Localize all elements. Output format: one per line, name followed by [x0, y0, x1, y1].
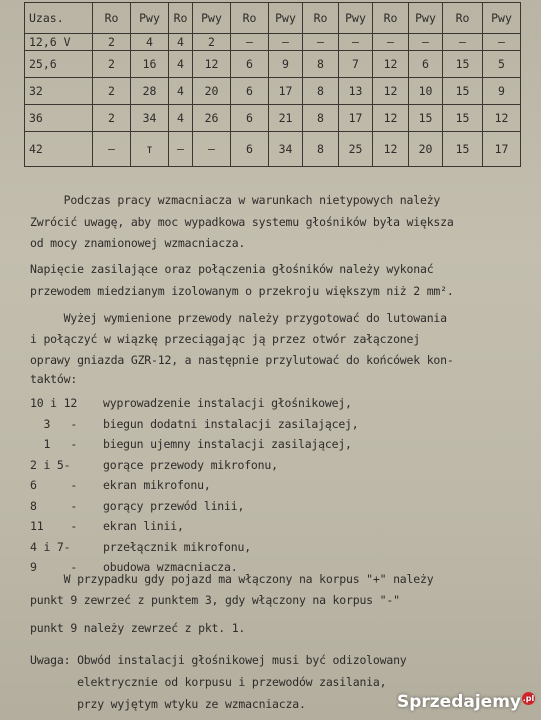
body-line: przewodem miedzianym izolowanym o przekroju większym niż 2 mm².: [30, 284, 454, 298]
contact-description: przełącznik mikrofonu,: [103, 539, 251, 554]
table-cell: 36: [25, 105, 93, 132]
contact-description: biegun ujemny instalacji zasilającej,: [103, 437, 352, 451]
body-line: Napięcie zasilające oraz połączenia głośników należy wykonać: [30, 262, 434, 276]
body-line: punkt 9 zewrzeć z punktem 3, gdy włączony na korpus "-": [30, 593, 400, 607]
speaker-table: [24, 2, 521, 167]
table-cell: 17: [269, 78, 303, 105]
contact-description: gorący przewód linii,: [103, 498, 245, 513]
table-cell: 12: [373, 78, 409, 105]
table-cell: 16: [131, 51, 169, 78]
table-cell: 2: [193, 34, 231, 51]
table-cell: 12: [373, 105, 409, 132]
body-line: W przypadku gdy pojazd ma włączony na korpus "+" należy: [30, 572, 434, 586]
table-cell: 15: [443, 105, 483, 132]
header-cell: Ro: [169, 3, 193, 34]
table-row: [25, 51, 521, 78]
table-cell: 6: [409, 51, 443, 78]
header-cell: Pwy: [483, 3, 521, 34]
contact-pin: 9 -: [30, 560, 78, 574]
body-line: Uwaga: Obwód instalacji głośnikowej musi być odizolowany: [30, 653, 407, 667]
header-cell: Ro: [303, 3, 339, 34]
header-cell: Ro: [443, 3, 483, 34]
table-cell: 6: [231, 51, 269, 78]
body-line: taktów:: [30, 372, 78, 386]
table-cell: –: [269, 34, 303, 51]
table-cell: 15: [443, 78, 483, 105]
table-cell: 2: [93, 51, 131, 78]
table-cell: 26: [193, 105, 231, 132]
table-cell: 6: [231, 78, 269, 105]
table-cell: 12: [373, 132, 409, 167]
table-cell: 4: [169, 34, 193, 51]
table-cell: 20: [193, 78, 231, 105]
header-cell: Ro: [93, 3, 131, 34]
body-line: punkt 9 należy zewrzeć z pkt. 1.: [30, 621, 246, 635]
table-cell: 8: [303, 132, 339, 167]
table-cell: 20: [409, 132, 443, 167]
contact-pin: 11 -: [30, 519, 78, 533]
table-cell: 32: [25, 78, 93, 105]
contact-pin: 6 -: [30, 478, 78, 492]
header-cell: Pwy: [339, 3, 373, 34]
table-cell: 12: [193, 51, 231, 78]
table-cell: 21: [269, 105, 303, 132]
contact-pin: 4 i 7-: [30, 539, 71, 554]
site-watermark: [397, 692, 535, 712]
table-cell: 5: [483, 51, 521, 78]
table-cell: 13: [339, 78, 373, 105]
table-cell: –: [93, 132, 131, 167]
header-cell: Ro: [373, 3, 409, 34]
table-cell: 9: [269, 51, 303, 78]
header-cell: Uzas.: [25, 3, 93, 34]
body-line: Zwrócić uwagę, aby moc wypadkowa systemu głośników była większa: [30, 215, 454, 229]
table-cell: 8: [303, 78, 339, 105]
contact-description: obudowa wzmacniacza.: [103, 560, 238, 574]
body-line: oprawy gniazda GZR-12, a następnie przylutować do końcówek kon-: [30, 353, 454, 367]
table-cell: –: [409, 34, 443, 51]
body-line: i połączyć w wiązkę przeciągając ją przez otwór załączonej: [30, 332, 420, 346]
table-cell: 4: [169, 78, 193, 105]
header-cell: Pwy: [193, 3, 231, 34]
contact-pin: 10 i 12: [30, 396, 78, 410]
body-line: elektrycznie od korpusu i przewodów zasilania,: [30, 675, 387, 689]
contact-description: wyprowadzenie instalacji głośnikowej,: [103, 396, 352, 410]
contact-description: gorące przewody mikrofonu,: [103, 457, 278, 472]
table-cell: 28: [131, 78, 169, 105]
watermark-badge: .pl: [522, 694, 535, 703]
table-cell: 6: [231, 132, 269, 167]
table-cell: –: [193, 132, 231, 167]
table-cell: 2: [93, 105, 131, 132]
watermark-text: Sprzedajemy: [396, 692, 521, 712]
table-cell: 25,6: [25, 51, 93, 78]
table-cell: 2: [93, 78, 131, 105]
table-row: [25, 132, 521, 167]
table-cell: 34: [269, 132, 303, 167]
contact-pin: 8 -: [30, 498, 78, 513]
contact-description: ekran mikrofonu,: [103, 478, 211, 492]
table-row: [25, 78, 521, 105]
table-cell: 17: [483, 132, 521, 167]
body-line: przy wyjętym wtyku ze wzmacniacza.: [30, 697, 306, 711]
contact-pin: 1 -: [30, 437, 78, 451]
table-cell: –: [339, 34, 373, 51]
table-row: [25, 34, 521, 51]
table-cell: 15: [443, 132, 483, 167]
contact-description: biegun dodatni instalacji zasilającej,: [103, 416, 359, 431]
table-cell: –: [169, 132, 193, 167]
table-cell: 2: [93, 34, 131, 51]
table-cell: 7: [339, 51, 373, 78]
table-cell: 4: [169, 105, 193, 132]
contact-pin: 3 -: [30, 416, 78, 431]
table-cell: 10: [409, 78, 443, 105]
body-line: od mocy znamionowej wzmacniacza.: [30, 236, 246, 250]
table-header-row: [25, 3, 521, 34]
table-cell: т: [131, 132, 169, 167]
table-cell: 8: [303, 51, 339, 78]
body-line: Podczas pracy wzmacniacza w warunkach nietypowych należy: [30, 193, 441, 207]
table-cell: 42: [25, 132, 93, 167]
table-cell: 12,6 V: [25, 34, 93, 51]
contact-pin: 2 i 5-: [30, 457, 71, 472]
table-cell: –: [443, 34, 483, 51]
table-cell: 9: [483, 78, 521, 105]
table-cell: 12: [483, 105, 521, 132]
table-cell: 4: [169, 51, 193, 78]
table-cell: 34: [131, 105, 169, 132]
contact-description: ekran linii,: [103, 519, 184, 533]
table-cell: 15: [443, 51, 483, 78]
table-cell: 17: [339, 105, 373, 132]
header-cell: Pwy: [131, 3, 169, 34]
table-row: [25, 105, 521, 132]
table-cell: 15: [409, 105, 443, 132]
table-cell: 4: [131, 34, 169, 51]
table-cell: –: [231, 34, 269, 51]
table-cell: –: [373, 34, 409, 51]
header-cell: Ro: [231, 3, 269, 34]
table-cell: –: [303, 34, 339, 51]
table-cell: 12: [373, 51, 409, 78]
header-cell: Pwy: [269, 3, 303, 34]
table-cell: 25: [339, 132, 373, 167]
table-cell: –: [483, 34, 521, 51]
table-cell: 8: [303, 105, 339, 132]
table-cell: 6: [231, 105, 269, 132]
header-cell: Pwy: [409, 3, 443, 34]
body-line: Wyżej wymienione przewody należy przygotować do lutowania: [30, 311, 447, 325]
